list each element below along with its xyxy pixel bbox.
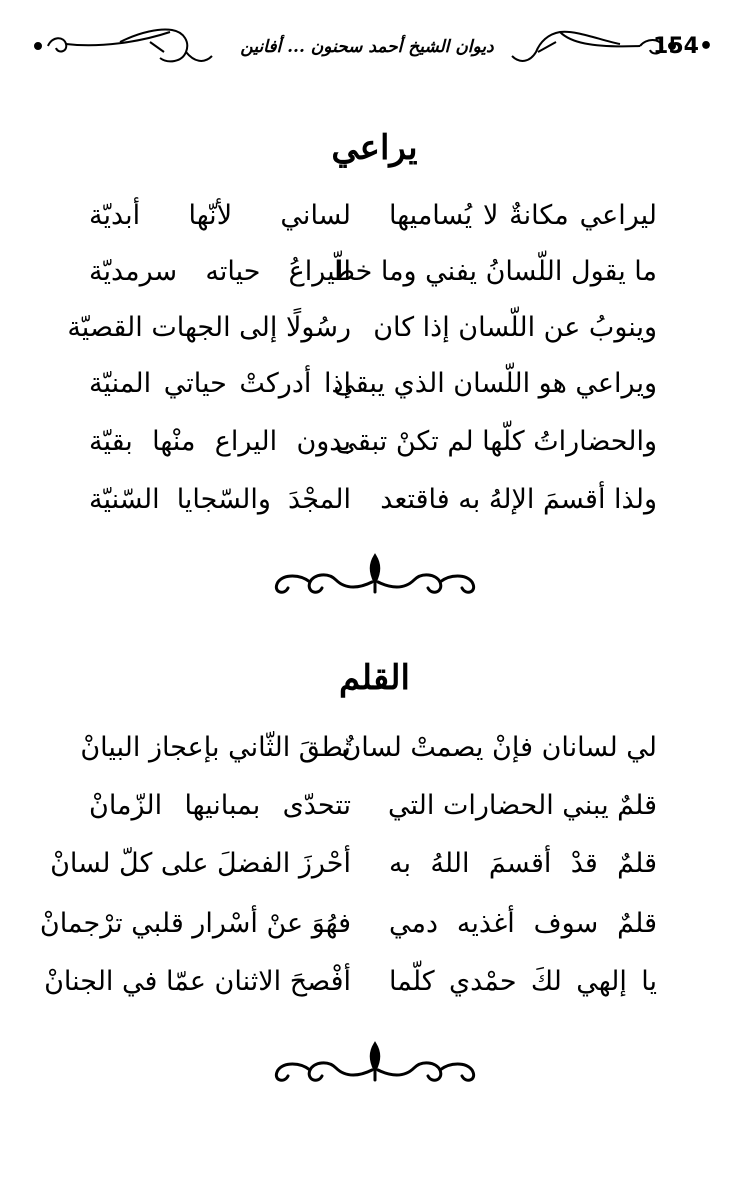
verse-first-hemistich: يا إلهي لكَ حمْدي كلّما [389, 966, 657, 997]
verse-first-hemistich: ويراعي هو اللّسان الذي يبقى [333, 368, 657, 399]
verse [0, 480, 749, 540]
verse [0, 308, 749, 368]
poem-title: القلم [339, 658, 410, 698]
verse-second-hemistich: نطقَ الثّاني بإعجاز البيانْ [80, 732, 351, 763]
verse-second-hemistich: بدون اليراع منْها بقيّة [89, 426, 351, 457]
verse-first-hemistich: قلمٌ يبني الحضارات التي [387, 790, 657, 821]
book-title-text: ديوان الشيخ أحمد سحنون ... أفانين [240, 37, 494, 57]
verse-first-hemistich: ولذا أقسمَ الإلهُ به فاقتعد [380, 484, 657, 515]
verse-second-hemistich: اليراعُ حياته سرمديّة [89, 256, 351, 287]
verse-first-hemistich: والحضاراتُ كلّها لم تكنْ تبقى [335, 426, 657, 457]
page-header [0, 22, 749, 82]
verse-first-hemistich: لي لسانان فإنْ يصمتْ لسانٌ [341, 732, 657, 763]
verse [0, 196, 749, 256]
verse-second-hemistich: رسُولًا إلى الجهات القصيّة [67, 312, 351, 343]
verse-first-hemistich: قلمٌ قدْ أقسمَ اللهُ به [389, 848, 657, 879]
ornament-divider-icon [260, 552, 490, 602]
verse-first-hemistich: ما يقول اللّسانُ يفني وما خطّ [329, 256, 657, 287]
verse-second-hemistich: أفْصحَ الاثنان عمّا في الجنانْ [44, 966, 351, 997]
verse-first-hemistich: وينوبُ عن اللّسان إذا كان [373, 312, 657, 343]
verse [0, 962, 749, 1022]
ornament-divider-icon [260, 1040, 490, 1090]
verse [0, 728, 749, 788]
verse [0, 786, 749, 846]
poem-title: يراعي [331, 128, 418, 168]
verse-second-hemistich: أحْرزَ الفضلَ على كلّ لسانْ [50, 848, 351, 879]
verse [0, 422, 749, 482]
verse-second-hemistich: تتحدّى بمبانيها الزّمانْ [89, 790, 351, 821]
verse [0, 904, 749, 964]
verse [0, 252, 749, 312]
verse-second-hemistich: المجْدَ والسّجايا السّنيّة [89, 484, 351, 515]
verse [0, 844, 749, 904]
verse-second-hemistich: إذا أدركتْ حياتي المنيّة [89, 368, 351, 399]
verse-second-hemistich: فهُوَ عنْ أسْرار قلبي ترْجمانْ [39, 908, 351, 939]
page-number: 154• [653, 34, 713, 59]
verse [0, 364, 749, 424]
verse-first-hemistich: قلمٌ سوف أغذيه دمي [389, 908, 657, 939]
verse-second-hemistich: لساني لأنّها أبديّة [89, 200, 351, 231]
verse-first-hemistich: ليراعي مكانةٌ لا يُساميها [389, 200, 657, 231]
book-title [222, 36, 512, 64]
